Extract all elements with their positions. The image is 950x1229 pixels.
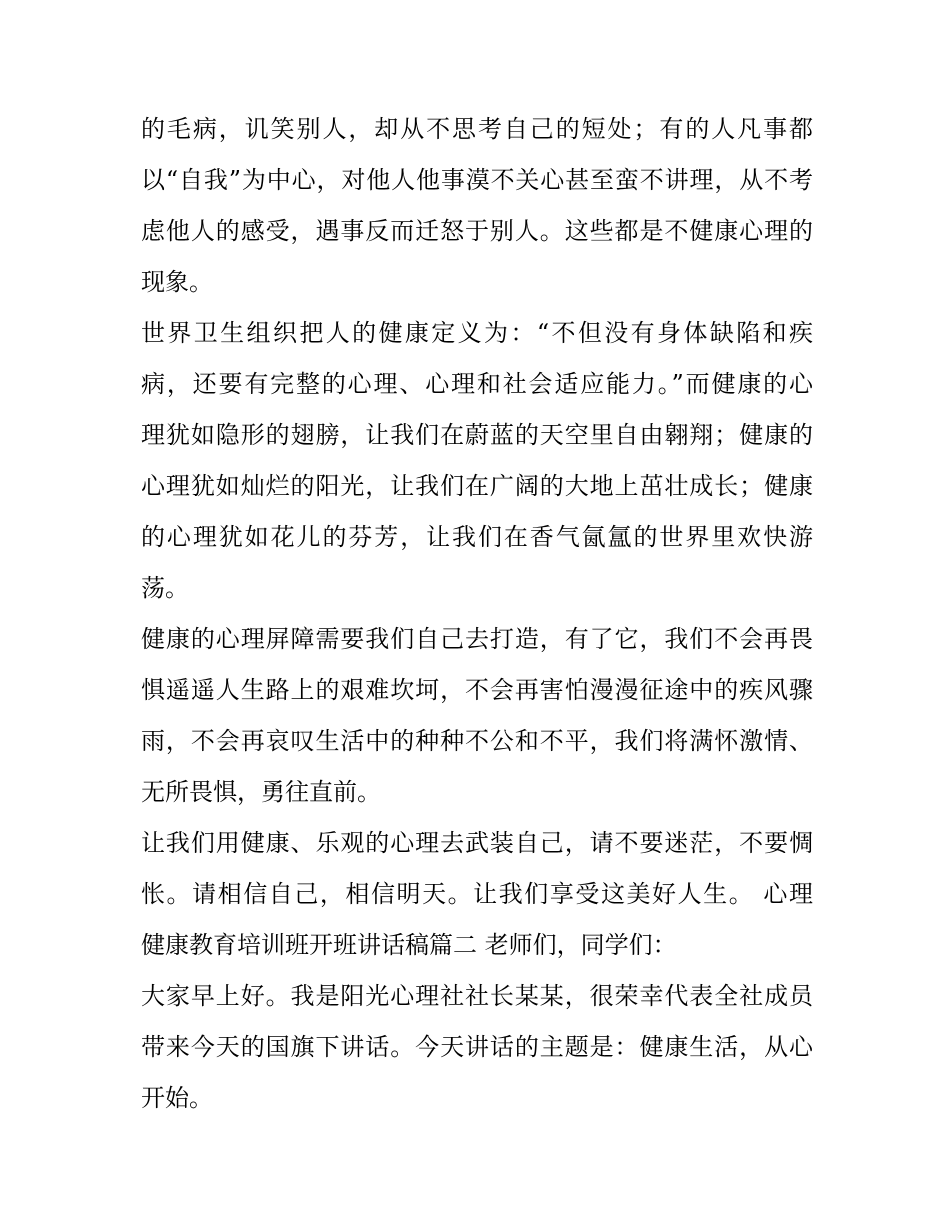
text-line: 健康教育培训班开班讲话稿篇二 老师们，同学们： bbox=[141, 931, 677, 959]
text-line: 健康的心理屏障需要我们自己去打造，有了它，我们不会再畏 bbox=[141, 625, 813, 653]
text-line: 无所畏惧，勇往直前。 bbox=[141, 778, 381, 806]
text-line: 的心理犹如花儿的芬芳，让我们在香气氤氲的世界里欢快游 bbox=[141, 523, 813, 551]
text-line: 病，还要有完整的心理、心理和社会适应能力。”而健康的心 bbox=[141, 370, 813, 398]
text-line: 雨，不会再哀叹生活中的种种不公和不平，我们将满怀激情、 bbox=[141, 727, 813, 755]
text-line: 以“自我”为中心，对他人他事漠不关心甚至蛮不讲理，从不考 bbox=[141, 166, 813, 194]
text-line: 让我们用健康、乐观的心理去武装自己，请不要迷茫，不要惆 bbox=[141, 829, 813, 857]
text-line: 心理犹如灿烂的阳光，让我们在广阔的大地上茁壮成长；健康 bbox=[141, 472, 813, 500]
body-text bbox=[141, 104, 813, 1124]
text-line: 的毛病，讥笑别人，却从不思考自己的短处；有的人凡事都 bbox=[141, 115, 813, 143]
text-line: 大家早上好。我是阳光心理社社长某某，很荣幸代表全社成员 bbox=[141, 982, 813, 1010]
text-line: 世界卫生组织把人的健康定义为：“不但没有身体缺陷和疾 bbox=[141, 319, 813, 347]
text-line: 虑他人的感受，遇事反而迁怒于别人。这些都是不健康心理的 bbox=[141, 217, 813, 245]
text-line: 现象。 bbox=[141, 268, 213, 296]
text-line: 带来今天的国旗下讲话。今天讲话的主题是：健康生活，从心 bbox=[141, 1033, 813, 1061]
text-line: 惧遥遥人生路上的艰难坎坷，不会再害怕漫漫征途中的疾风骤 bbox=[141, 676, 813, 704]
text-line: 怅。请相信自己，相信明天。让我们享受这美好人生。 心理 bbox=[141, 880, 813, 908]
text-line: 理犹如隐形的翅膀，让我们在蔚蓝的天空里自由翱翔；健康的 bbox=[141, 421, 813, 449]
text-line: 开始。 bbox=[141, 1084, 213, 1112]
text-line: 荡。 bbox=[141, 574, 189, 602]
